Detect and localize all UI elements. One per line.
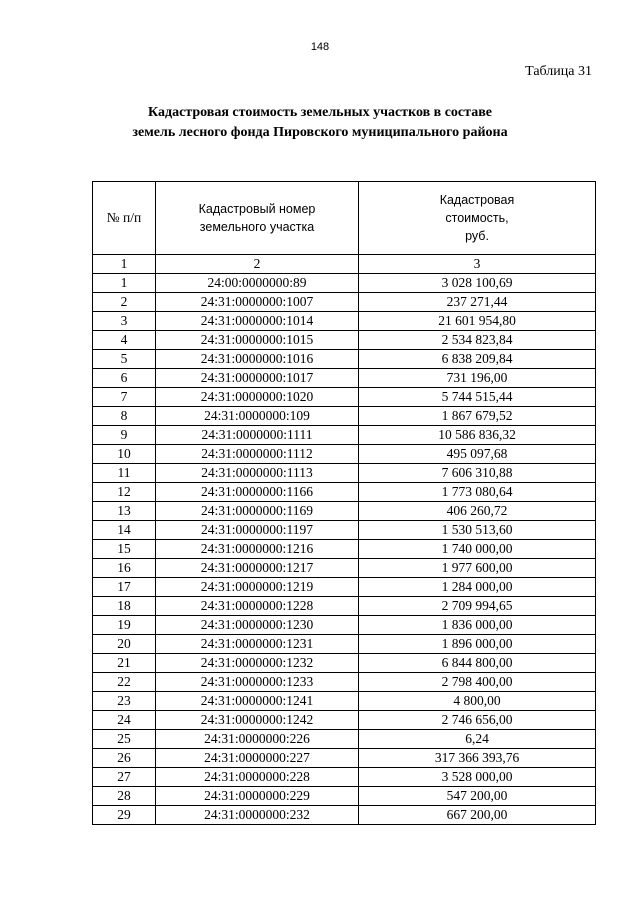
row-number: 29 (93, 806, 156, 825)
table-row (93, 559, 596, 578)
table-row (93, 293, 596, 312)
row-number: 6 (93, 369, 156, 388)
table-row (93, 483, 596, 502)
table-row (93, 521, 596, 540)
row-number: 2 (93, 293, 156, 312)
table-row (93, 350, 596, 369)
cadastral-value: 667 200,00 (359, 806, 596, 825)
table-row (93, 331, 596, 350)
cadastral-number: 24:31:0000000:109 (156, 407, 359, 426)
row-number: 18 (93, 597, 156, 616)
column-number-row (93, 255, 596, 274)
column-number-2: 2 (156, 255, 359, 274)
header-cadastral-number (156, 182, 359, 255)
cadastral-value: 6 838 209,84 (359, 350, 596, 369)
cadastral-number: 24:31:0000000:1017 (156, 369, 359, 388)
header-cadastral-value (359, 182, 596, 255)
header-cadastral-value-line-2: стоимость, (445, 211, 509, 225)
row-number: 11 (93, 464, 156, 483)
cadastral-number: 24:31:0000000:1113 (156, 464, 359, 483)
header-cadastral-value-line-3: руб. (465, 229, 489, 243)
row-number: 17 (93, 578, 156, 597)
cadastral-value: 547 200,00 (359, 787, 596, 806)
row-number: 19 (93, 616, 156, 635)
document-title (0, 103, 640, 143)
cadastral-value: 2 709 994,65 (359, 597, 596, 616)
row-number: 24 (93, 711, 156, 730)
header-number: № п/п (93, 182, 156, 255)
cadastral-number: 24:31:0000000:1216 (156, 540, 359, 559)
row-number: 1 (93, 274, 156, 293)
cadastral-value: 1 530 513,60 (359, 521, 596, 540)
table-row (93, 654, 596, 673)
table-body (93, 274, 596, 825)
title-line-2: земель лесного фонда Пировского муниципального района (132, 125, 508, 140)
cadastral-value: 237 271,44 (359, 293, 596, 312)
cadastral-value: 5 744 515,44 (359, 388, 596, 407)
table-row (93, 597, 596, 616)
cadastral-value: 731 196,00 (359, 369, 596, 388)
cadastral-number: 24:31:0000000:1230 (156, 616, 359, 635)
cadastral-value: 7 606 310,88 (359, 464, 596, 483)
cadastral-number: 24:31:0000000:1169 (156, 502, 359, 521)
row-number: 22 (93, 673, 156, 692)
cadastral-number: 24:31:0000000:1197 (156, 521, 359, 540)
table-row (93, 426, 596, 445)
table-header-row (93, 182, 596, 255)
table-row (93, 407, 596, 426)
row-number: 4 (93, 331, 156, 350)
cadastral-number: 24:00:0000000:89 (156, 274, 359, 293)
header-cadastral-number-line-2: земельного участка (199, 220, 315, 234)
cadastral-value: 10 586 836,32 (359, 426, 596, 445)
row-number: 21 (93, 654, 156, 673)
table-row (93, 787, 596, 806)
cadastral-value: 1 773 080,64 (359, 483, 596, 502)
cadastral-value: 2 746 656,00 (359, 711, 596, 730)
table-row (93, 388, 596, 407)
row-number: 23 (93, 692, 156, 711)
cadastral-value: 21 601 954,80 (359, 312, 596, 331)
table-row (93, 464, 596, 483)
table-row (93, 806, 596, 825)
cadastral-value: 1 977 600,00 (359, 559, 596, 578)
cadastral-value: 1 867 679,52 (359, 407, 596, 426)
cadastral-number: 24:31:0000000:1231 (156, 635, 359, 654)
row-number: 5 (93, 350, 156, 369)
cadastral-number: 24:31:0000000:1111 (156, 426, 359, 445)
table-row (93, 445, 596, 464)
cadastral-value: 2 534 823,84 (359, 331, 596, 350)
row-number: 15 (93, 540, 156, 559)
cadastral-number: 24:31:0000000:1015 (156, 331, 359, 350)
row-number: 16 (93, 559, 156, 578)
cadastral-value: 1 836 000,00 (359, 616, 596, 635)
table-row (93, 692, 596, 711)
column-number-3: 3 (359, 255, 596, 274)
cadastral-number: 24:31:0000000:1242 (156, 711, 359, 730)
row-number: 26 (93, 749, 156, 768)
cadastral-value: 3 028 100,69 (359, 274, 596, 293)
row-number: 12 (93, 483, 156, 502)
row-number: 7 (93, 388, 156, 407)
table-row (93, 616, 596, 635)
table-row (93, 711, 596, 730)
cadastral-number: 24:31:0000000:1014 (156, 312, 359, 331)
row-number: 27 (93, 768, 156, 787)
table-row (93, 730, 596, 749)
cadastral-number: 24:31:0000000:1233 (156, 673, 359, 692)
table-row (93, 768, 596, 787)
row-number: 14 (93, 521, 156, 540)
table-row (93, 635, 596, 654)
table-row (93, 369, 596, 388)
cadastral-value: 3 528 000,00 (359, 768, 596, 787)
header-cadastral-number-line-1: Кадастровый номер (198, 202, 316, 216)
row-number: 10 (93, 445, 156, 464)
title-line-1: Кадастровая стоимость земельных участков в составе (148, 105, 492, 120)
cadastral-number: 24:31:0000000:1007 (156, 293, 359, 312)
cadastral-number: 24:31:0000000:1016 (156, 350, 359, 369)
cadastral-value: 495 097,68 (359, 445, 596, 464)
cadastral-value: 1 284 000,00 (359, 578, 596, 597)
cadastral-value: 1 896 000,00 (359, 635, 596, 654)
cadastral-number: 24:31:0000000:232 (156, 806, 359, 825)
cadastral-number: 24:31:0000000:1219 (156, 578, 359, 597)
table-row (93, 274, 596, 293)
cadastral-number: 24:31:0000000:228 (156, 768, 359, 787)
table-label: Таблица 31 (525, 64, 592, 79)
table-row (93, 673, 596, 692)
cadastral-number: 24:31:0000000:226 (156, 730, 359, 749)
cadastral-number: 24:31:0000000:1217 (156, 559, 359, 578)
cadastral-number: 24:31:0000000:1166 (156, 483, 359, 502)
cadastral-number: 24:31:0000000:1112 (156, 445, 359, 464)
cadastral-number: 24:31:0000000:1241 (156, 692, 359, 711)
row-number: 9 (93, 426, 156, 445)
cadastral-value: 317 366 393,76 (359, 749, 596, 768)
table-row (93, 578, 596, 597)
table-row (93, 502, 596, 521)
row-number: 25 (93, 730, 156, 749)
cadastral-value-table (92, 181, 596, 825)
cadastral-value: 6,24 (359, 730, 596, 749)
cadastral-value: 406 260,72 (359, 502, 596, 521)
cadastral-value: 1 740 000,00 (359, 540, 596, 559)
table-row (93, 749, 596, 768)
cadastral-number: 24:31:0000000:1232 (156, 654, 359, 673)
row-number: 8 (93, 407, 156, 426)
cadastral-number: 24:31:0000000:229 (156, 787, 359, 806)
row-number: 13 (93, 502, 156, 521)
header-cadastral-value-line-1: Кадастровая (439, 193, 515, 207)
table-row (93, 312, 596, 331)
cadastral-number: 24:31:0000000:1020 (156, 388, 359, 407)
row-number: 3 (93, 312, 156, 331)
cadastral-number: 24:31:0000000:1228 (156, 597, 359, 616)
cadastral-value: 6 844 800,00 (359, 654, 596, 673)
row-number: 28 (93, 787, 156, 806)
row-number: 20 (93, 635, 156, 654)
cadastral-value: 4 800,00 (359, 692, 596, 711)
column-number-1: 1 (93, 255, 156, 274)
cadastral-number: 24:31:0000000:227 (156, 749, 359, 768)
page-number: 148 (310, 41, 330, 53)
table-row (93, 540, 596, 559)
cadastral-value: 2 798 400,00 (359, 673, 596, 692)
